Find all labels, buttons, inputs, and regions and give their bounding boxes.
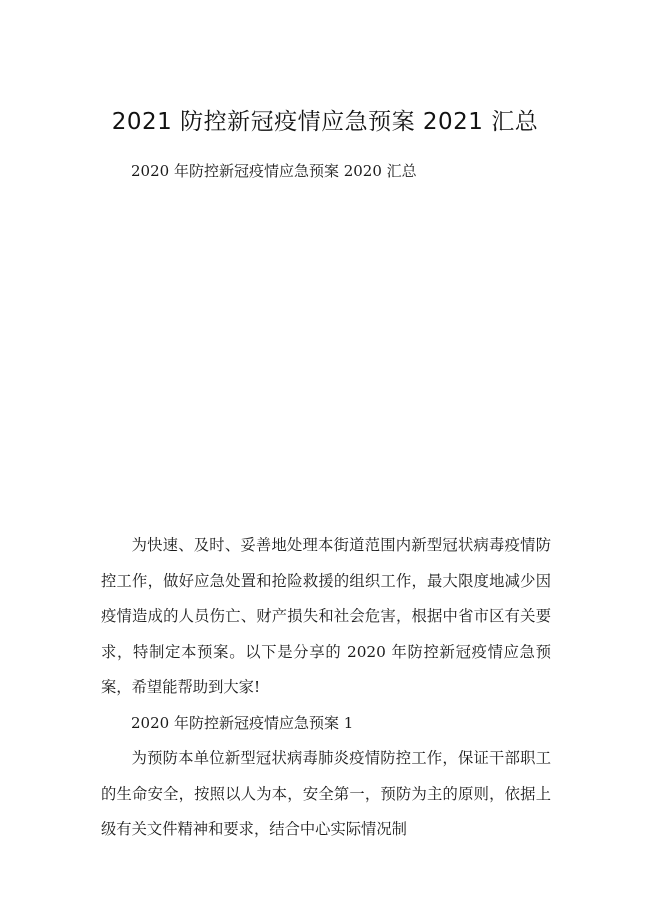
section-paragraph: 为预防本单位新型冠状病毒肺炎疫情防控工作，保证干部职工的生命安全，按照以人为本，安全第一，预防为主的原则，依据上级有关文件精神和要求，结合中心实际情况制 — [101, 749, 551, 838]
document-body — [101, 528, 551, 848]
document-subtitle: 2020 年防控新冠疫情应急预案 2020 汇总 — [131, 162, 417, 180]
intro-paragraph: 为快速、及时、妥善地处理本街道范围内新型冠状病毒疫情防控工作，做好应急处置和抢险救援的组织工作，最大限度地减少因疫情造成的人员伤亡、财产损失和社会危害，根据中省市区有关要求，特制定本预案。以下是分享的 2020 年防控新冠疫情应急预案，希望能帮助到大家! — [101, 536, 551, 696]
section-heading: 2020 年防控新冠疫情应急预案 1 — [131, 713, 354, 732]
document-title: 2021 防控新冠疫情应急预案 2021 汇总 — [111, 109, 539, 135]
